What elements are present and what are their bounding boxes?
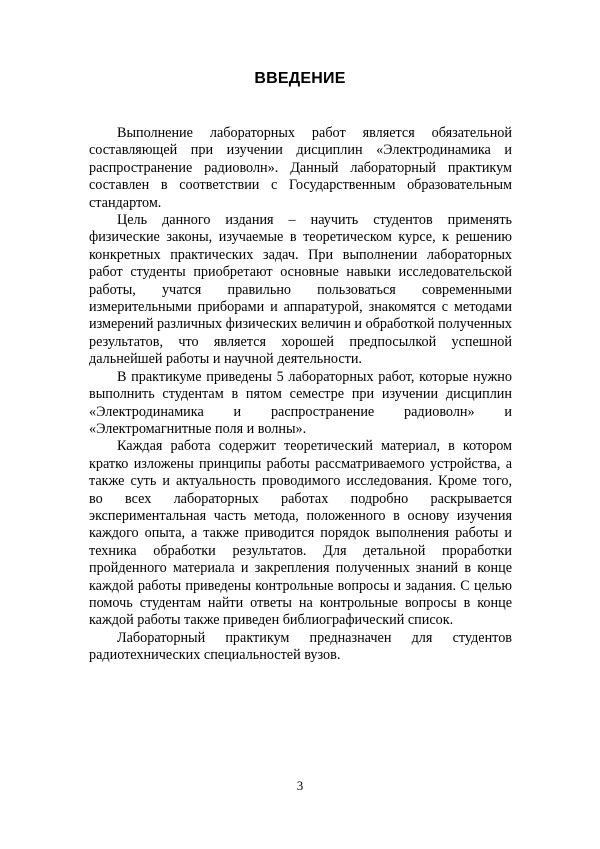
page-number: 3 [296,778,304,793]
page-title: ВВЕДЕНИЕ [254,70,346,87]
paragraph: В практикуме приведены 5 лабораторных работ, которые нужно выполнить студентам в пятом семестре при изучении дисциплин «Электродинамика и распространение радиоволн» и «Электромагнитные поля и волны». [89,368,512,437]
body-text [89,125,512,665]
paragraph: Лабораторный практикум предназначен для студентов радиотехнических специальностей вузов. [89,629,512,664]
paragraph: Каждая работа содержит теоретический материал, в котором кратко изложены принципы работы рассматриваемого устройства, а также суть и актуальность проводимого исследования. Кроме того, во всех лабораторных работах подробно раскрывается экспериментальная часть метода, положенного в основу изучения каждого опыта, а также приводится порядок выполнения работы и техника обработки результатов. Для детальной проработки пройденного материала и закрепления полученных знаний в конце каждой работы приведены контрольные вопросы и задания. С целью помочь студентам найти ответы на контрольные вопросы в конце каждой работы также приведен библиографический список. [89,438,512,629]
paragraph: Цель данного издания – научить студентов применять физические законы, изучаемые в теоретическом курсе, к решению конкретных практических задач. При выполнении лабораторных работ студенты приобретают основные навыки исследовательской работы, учатся правильно пользоваться современными измерительными приборами и аппаратурой, знакомятся с методами измерений различных физических величин и обработкой полученных результатов, что является хорошей предпосылкой успешной дальнейшей работы и научной деятельности. [89,212,512,368]
paragraph: Выполнение лабораторных работ является обязательной составляющей при изучении дисциплин «Электродинамика и распространение радиоволн». Данный лабораторный практикум составлен в соответствии с Государственным образовательным стандартом. [89,125,512,211]
